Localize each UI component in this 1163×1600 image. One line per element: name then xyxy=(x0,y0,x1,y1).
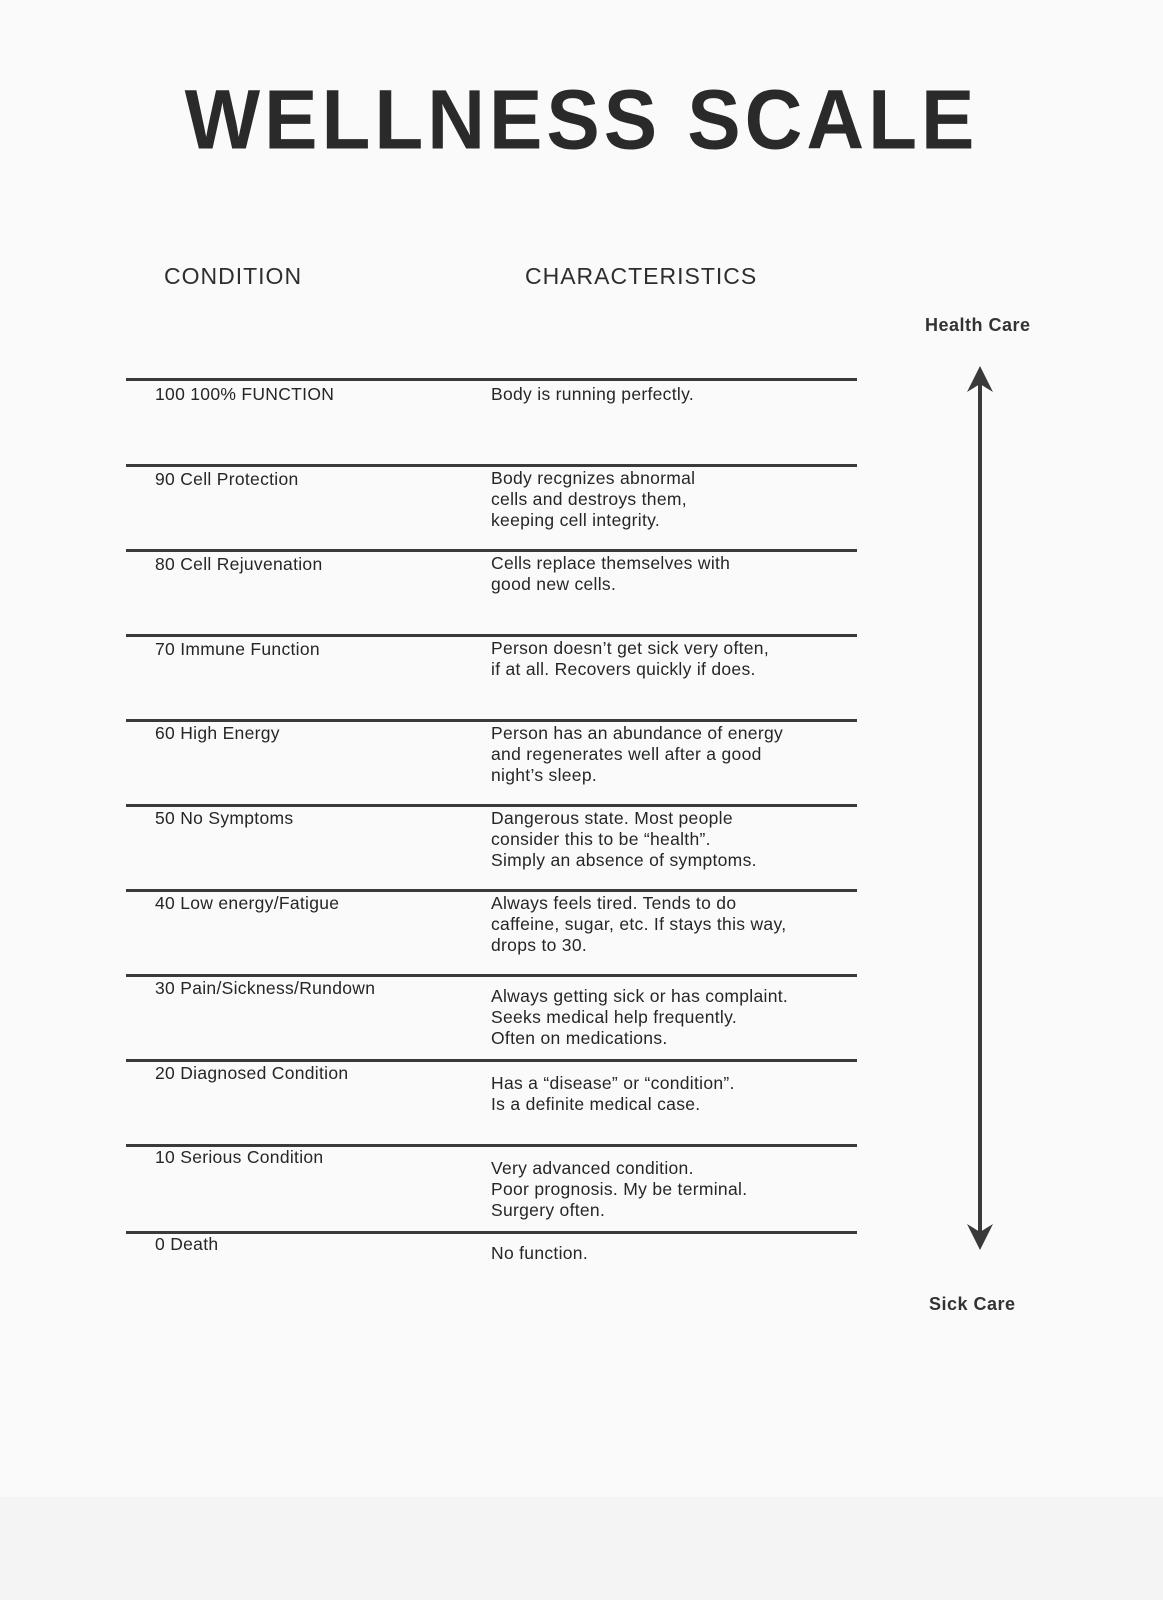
characteristics-line: Has a “disease” or “condition”. xyxy=(491,1073,735,1093)
condition-label: 10 Serious Condition xyxy=(155,1147,324,1167)
characteristics-line: Always feels tired. Tends to do xyxy=(491,893,737,913)
characteristics-line: Often on medications. xyxy=(491,1028,668,1048)
row-divider xyxy=(126,464,857,467)
row-divider xyxy=(126,804,857,807)
condition-label: 20 Diagnosed Condition xyxy=(155,1063,349,1083)
double-arrow-icon xyxy=(950,360,1010,1260)
characteristics-line: Very advanced condition. xyxy=(491,1158,694,1178)
characteristics-text xyxy=(491,638,769,680)
characteristics-line: night’s sleep. xyxy=(491,765,598,785)
characteristics-line: cells and destroys them, xyxy=(491,489,687,509)
characteristics-line: Body recgnizes abnormal xyxy=(491,468,696,488)
condition-label: 80 Cell Rejuvenation xyxy=(155,554,323,574)
characteristics-line: Is a definite medical case. xyxy=(491,1094,701,1114)
row-divider xyxy=(126,889,857,892)
condition-label: 100 100% FUNCTION xyxy=(155,384,335,404)
characteristics-line: consider this to be “health”. xyxy=(491,829,711,849)
row-divider xyxy=(126,634,857,637)
condition-label: 40 Low energy/Fatigue xyxy=(155,893,340,913)
characteristics-line: if at all. Recovers quickly if does. xyxy=(491,659,756,679)
characteristics-line: Seeks medical help frequently. xyxy=(491,1007,738,1027)
characteristics-text xyxy=(491,723,783,786)
characteristics-line: Poor prognosis. My be terminal. xyxy=(491,1179,748,1199)
condition-column-header: CONDITION xyxy=(164,263,303,289)
row-divider xyxy=(126,378,857,381)
characteristics-text xyxy=(491,468,695,531)
characteristics-line: Surgery often. xyxy=(491,1200,606,1220)
characteristics-line: good new cells. xyxy=(491,574,617,594)
row-divider xyxy=(126,1059,857,1062)
row-divider xyxy=(126,549,857,552)
characteristics-line: Person has an abundance of energy xyxy=(491,723,784,743)
characteristics-line: Cells replace themselves with xyxy=(491,553,731,573)
health-care-label: Health Care xyxy=(925,315,1031,335)
characteristics-line: Person doesn’t get sick very often, xyxy=(491,638,769,658)
characteristics-line: drops to 30. xyxy=(491,935,588,955)
row-divider xyxy=(126,974,857,977)
characteristics-column-header: CHARACTERISTICS xyxy=(525,263,758,289)
characteristics-text xyxy=(491,1158,747,1221)
characteristics-text xyxy=(491,1073,735,1115)
characteristics-line: Body is running perfectly. xyxy=(491,384,694,404)
sick-care-label: Sick Care xyxy=(929,1294,1016,1314)
row-divider xyxy=(126,719,857,722)
condition-label: 90 Cell Protection xyxy=(155,469,299,489)
characteristics-line: caffeine, sugar, etc. If stays this way, xyxy=(491,914,787,934)
characteristics-line: keeping cell integrity. xyxy=(491,510,661,530)
row-divider xyxy=(126,1231,857,1234)
characteristics-text xyxy=(491,1243,588,1264)
characteristics-line: Dangerous state. Most people xyxy=(491,808,733,828)
characteristics-line: Always getting sick or has complaint. xyxy=(491,986,789,1006)
condition-label: 0 Death xyxy=(155,1234,219,1254)
characteristics-line: No function. xyxy=(491,1243,588,1263)
condition-label: 30 Pain/Sickness/Rundown xyxy=(155,978,376,998)
condition-label: 70 Immune Function xyxy=(155,639,320,659)
characteristics-text xyxy=(491,808,757,871)
characteristics-text xyxy=(491,553,730,595)
condition-label: 60 High Energy xyxy=(155,723,280,743)
page-title: WELLNESS SCALE xyxy=(184,72,979,167)
characteristics-text xyxy=(491,384,694,405)
condition-label: 50 No Symptoms xyxy=(155,808,294,828)
characteristics-text xyxy=(491,986,788,1049)
characteristics-line: Simply an absence of symptoms. xyxy=(491,850,757,870)
characteristics-line: and regenerates well after a good xyxy=(491,744,762,764)
page-bottom-band xyxy=(0,1497,1163,1600)
characteristics-text xyxy=(491,893,786,956)
